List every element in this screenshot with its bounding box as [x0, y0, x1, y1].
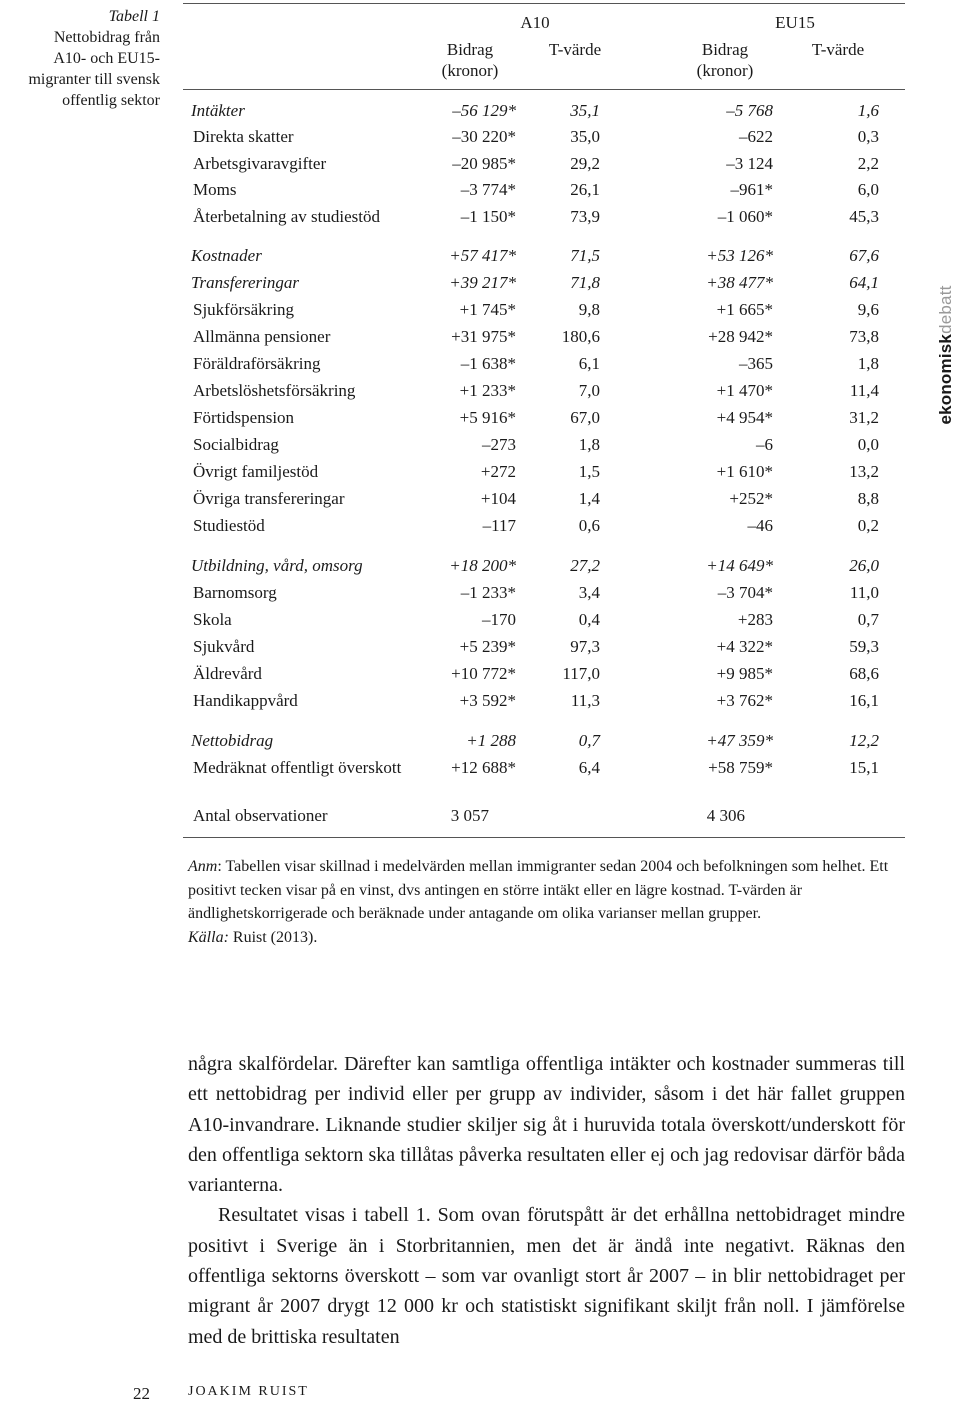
cell-eu15-bidrag: +47 359* [706, 731, 773, 750]
cell-eu15-bidrag: +38 477* [706, 273, 773, 292]
table-row [183, 486, 905, 512]
cell-eu15-t: 16,1 [849, 691, 879, 710]
cell-eu15-t: 26,0 [849, 556, 879, 575]
cell-a10-bidrag: +5 916* [459, 408, 516, 427]
note-anm-text: : Tabellen visar skillnad i medelvärden mellan immigranter sedan 2004 och befolkningen som helhet. Ett positivt tecken visar på en vinst, dvs antingen en större intäkt eller en lägre kostnad. T-värden är ändlighetskorrigerade och beräknade under antagande om olika varianser mellan grupper. [188, 858, 889, 922]
cell-a10-bidrag: +1 233* [459, 381, 516, 400]
cell-eu15-t: 64,1 [849, 273, 879, 292]
body-text [188, 1049, 905, 1352]
row-label: Skola [193, 610, 232, 629]
body-paragraph: några skalfördelar. Därefter kan samtliga offentliga intäkter och kostnader summeras till ett nettobidrag per individ eller per grupp av individer, såsom i det här fallet gruppen A10-invandrare. Liknande studier skiljer sig åt i huruvida totala överskott/underskott för den offentliga sektorn ska tillåtas påverka resultaten eller ej och jag redovisar därför båda varianterna. [188, 1053, 905, 1197]
cell-a10-t: 7,0 [578, 381, 600, 400]
cell-eu15-t: 68,6 [849, 664, 879, 683]
page-number: 22 [133, 1384, 150, 1403]
cell-a10-t: 11,3 [570, 691, 600, 710]
col-header-line: (kronor) [696, 61, 754, 80]
cell-a10-bidrag: –3 774* [460, 180, 516, 199]
cell-eu15-bidrag: –961* [730, 180, 773, 199]
cell-a10-bidrag: +57 417* [449, 246, 516, 265]
cell-a10-bidrag: +5 239* [459, 637, 516, 656]
journal-brand [936, 255, 956, 455]
cell-eu15-t: 31,2 [849, 408, 879, 427]
group-header-eu15: EU15 [775, 13, 815, 32]
table-note [188, 855, 910, 949]
cell-a10-bidrag: +1 745* [459, 300, 516, 319]
cell-a10-t: 71,8 [570, 273, 600, 292]
cell-a10-t: 0,4 [578, 610, 600, 629]
cell-a10-bidrag: +18 200* [449, 556, 516, 575]
cell-eu15-bidrag: –6 [756, 435, 773, 454]
note-source-label: Källa: [188, 928, 229, 946]
table-row [183, 634, 905, 660]
table-caption [0, 6, 160, 111]
cell-eu15-bidrag: +14 649* [706, 556, 773, 575]
col-header-a10-bidrag [425, 39, 515, 81]
cell-eu15-t: 9,6 [857, 300, 879, 319]
cell-eu15-t: 11,4 [849, 381, 879, 400]
col-header-a10-t: T-värde [548, 40, 602, 59]
cell-a10-bidrag: +272 [480, 462, 516, 481]
cell-a10-t: 71,5 [570, 246, 600, 265]
brand-bold: ekonomisk [936, 333, 955, 425]
table-section-row [183, 243, 905, 269]
cell-a10-bidrag: –1 150* [460, 207, 516, 226]
table-row [183, 204, 905, 230]
cell-a10-bidrag: +104 [480, 489, 516, 508]
cell-a10-bidrag: –117 [482, 516, 516, 535]
cell-a10-t: 180,6 [561, 327, 600, 346]
cell-eu15-t: 67,6 [849, 246, 879, 265]
cell-a10-t: 27,2 [570, 556, 600, 575]
table-row [183, 378, 905, 404]
cell-eu15-t: 13,2 [849, 462, 879, 481]
cell-a10-bidrag: –56 129* [452, 101, 516, 120]
table-row [183, 513, 905, 539]
row-label: Direkta skatter [193, 127, 294, 146]
cell-eu15-bidrag: +1 665* [716, 300, 773, 319]
cell-eu15-t: 59,3 [849, 637, 879, 656]
cell-a10-bidrag: +3 592* [459, 691, 516, 710]
cell-a10-t: 1,4 [578, 489, 600, 508]
cell-eu15-bidrag: +1 470* [716, 381, 773, 400]
table-section-row [183, 553, 905, 579]
cell-a10-t: 29,2 [570, 154, 600, 173]
table-row [183, 459, 905, 485]
cell-eu15-bidrag: +4 954* [716, 408, 773, 427]
cell-eu15-bidrag: 4 306 [706, 806, 745, 825]
group-header-a10: A10 [520, 13, 550, 32]
header-rule [183, 89, 905, 90]
row-label: Transfereringar [191, 273, 300, 292]
row-label: Antal observationer [193, 806, 328, 825]
cell-eu15-t: 0,2 [857, 516, 879, 535]
cell-a10-t: 35,0 [570, 127, 600, 146]
cell-eu15-bidrag: –365 [739, 354, 773, 373]
cell-eu15-t: 8,8 [857, 489, 879, 508]
row-label: Övriga transfereringar [193, 489, 345, 508]
cell-a10-bidrag: –30 220* [452, 127, 516, 146]
cell-eu15-bidrag: –3 704* [717, 583, 773, 602]
cell-a10-bidrag: –273 [482, 435, 516, 454]
table-row [183, 351, 905, 377]
table-caption-line: migranter till svensk [28, 71, 160, 88]
row-label: Medräknat offentligt överskott [193, 758, 402, 777]
cell-a10-t: 117,0 [562, 664, 600, 683]
table-row [183, 151, 905, 177]
cell-a10-bidrag: –20 985* [452, 154, 516, 173]
note-source-text: Ruist (2013). [228, 928, 318, 946]
cell-eu15-t: 0,7 [857, 610, 879, 629]
table-row [183, 124, 905, 150]
cell-eu15-bidrag: +53 126* [706, 246, 773, 265]
cell-eu15-t: 6,0 [857, 180, 879, 199]
row-label: Föräldraförsäkring [193, 354, 321, 373]
table-caption-line: A10- och EU15- [53, 50, 160, 67]
row-label: Äldrevård [193, 664, 262, 683]
brand-light: debatt [936, 285, 955, 334]
cell-a10-t: 67,0 [570, 408, 600, 427]
row-label: Sjukförsäkring [193, 300, 295, 319]
cell-a10-t: 9,8 [578, 300, 600, 319]
cell-eu15-t: 11,0 [849, 583, 879, 602]
col-header-eu15-t: T-värde [811, 40, 865, 59]
cell-a10-bidrag: +31 975* [451, 327, 516, 346]
cell-eu15-bidrag: +1 610* [716, 462, 773, 481]
table-row [183, 580, 905, 606]
row-label: Sjukvård [193, 637, 255, 656]
row-label: Utbildning, vård, omsorg [191, 556, 363, 575]
col-header-eu15-bidrag [680, 39, 770, 81]
table-row [183, 177, 905, 203]
table-row [183, 688, 905, 714]
row-label: Barnomsorg [193, 583, 277, 602]
cell-a10-t: 6,1 [578, 354, 600, 373]
cell-eu15-t: 0,3 [857, 127, 879, 146]
cell-a10-t: 0,6 [578, 516, 600, 535]
cell-eu15-bidrag: +58 759* [708, 758, 773, 777]
col-header-line: Bidrag [701, 40, 749, 59]
cell-a10-bidrag: –170 [482, 610, 516, 629]
cell-eu15-bidrag: –622 [739, 127, 773, 146]
table-row [183, 324, 905, 350]
cell-eu15-bidrag: –5 768 [726, 101, 773, 120]
cell-a10-bidrag: –1 638* [460, 354, 516, 373]
row-label: Förtidspension [193, 408, 295, 427]
table-section-row [183, 270, 905, 296]
journal-brand-text [936, 255, 956, 455]
cell-eu15-t: 2,2 [857, 154, 879, 173]
cell-a10-bidrag: +39 217* [449, 273, 516, 292]
row-label: Övrigt familjestöd [193, 462, 319, 481]
running-author: JOAKIM RUIST [188, 1384, 309, 1399]
body-paragraph: Resultatet visas i tabell 1. Som ovan förutspått är det erhållna nettobidraget mindre positivt i Sverige än i Storbritannien, men det är ändå inte negativt. Räknas den offentliga sektorns överskott – som var ovanligt stort år 2007 – in blir nettobidraget per migrant år 2007 drygt 12 000 kr och statistiskt signifikant skiljt från noll. I jämförelse med de brittiska resultaten [188, 1204, 905, 1348]
row-label: Intäkter [191, 101, 245, 120]
cell-eu15-t: 73,8 [849, 327, 879, 346]
table-caption-line: Nettobidrag från [53, 29, 160, 46]
table-row [183, 803, 905, 829]
table-row [183, 405, 905, 431]
table-row [183, 661, 905, 687]
cell-a10-t: 73,9 [570, 207, 600, 226]
row-label: Återbetalning av studiestöd [193, 207, 380, 226]
cell-eu15-bidrag: +283 [737, 610, 773, 629]
table-caption-line: offentlig sektor [62, 92, 160, 109]
cell-a10-t: 26,1 [570, 180, 600, 199]
col-header-line: (kronor) [441, 61, 499, 80]
row-label: Allmänna pensioner [193, 327, 331, 346]
cell-a10-t: 3,4 [578, 583, 600, 602]
table-caption-label: Tabell 1 [108, 8, 160, 25]
cell-eu15-t: 1,8 [857, 354, 879, 373]
row-label: Socialbidrag [193, 435, 279, 454]
table-row [183, 297, 905, 323]
cell-eu15-bidrag: +252* [729, 489, 773, 508]
row-label: Moms [193, 180, 237, 199]
cell-eu15-t: 12,2 [849, 731, 879, 750]
table-section-row [183, 728, 905, 754]
note-anm-label: Anm [188, 858, 218, 875]
cell-eu15-bidrag: +9 985* [716, 664, 773, 683]
cell-a10-t: 35,1 [570, 101, 600, 120]
row-label: Nettobidrag [191, 731, 274, 750]
row-label: Kostnader [191, 246, 262, 265]
cell-a10-t: 1,5 [578, 462, 600, 481]
cell-a10-t: 97,3 [570, 637, 600, 656]
table-row [183, 755, 905, 805]
cell-eu15-bidrag: –1 060* [717, 207, 773, 226]
table-row [183, 607, 905, 633]
cell-a10-bidrag: +10 772* [451, 664, 516, 683]
table-section-row [183, 98, 905, 124]
table-bottom-rule [183, 837, 905, 838]
cell-eu15-bidrag: –3 124 [726, 154, 773, 173]
cell-eu15-t: 1,6 [857, 101, 879, 120]
row-label: Handikappvård [193, 691, 298, 710]
cell-eu15-t: 0,0 [857, 435, 879, 454]
cell-eu15-bidrag: +28 942* [708, 327, 773, 346]
cell-a10-bidrag: –1 233* [460, 583, 516, 602]
cell-a10-bidrag: +1 288 [466, 731, 516, 750]
col-header-line: Bidrag [446, 40, 494, 59]
cell-a10-t: 1,8 [578, 435, 600, 454]
cell-eu15-bidrag: –46 [747, 516, 773, 535]
cell-a10-t: 6,4 [578, 758, 600, 777]
cell-a10-t: 0,7 [578, 731, 600, 750]
cell-eu15-bidrag: +3 762* [716, 691, 773, 710]
cell-eu15-t: 15,1 [849, 758, 879, 777]
table-row [183, 432, 905, 458]
row-label: Arbetslöshetsförsäkring [193, 381, 356, 400]
row-label: Arbetsgivaravgifter [193, 154, 327, 173]
cell-eu15-bidrag: +4 322* [716, 637, 773, 656]
table-top-rule [183, 3, 905, 4]
cell-a10-bidrag: +12 688* [451, 758, 516, 777]
cell-eu15-t: 45,3 [849, 207, 879, 226]
row-label: Studiestöd [193, 516, 265, 535]
cell-a10-bidrag: 3 057 [450, 806, 489, 825]
